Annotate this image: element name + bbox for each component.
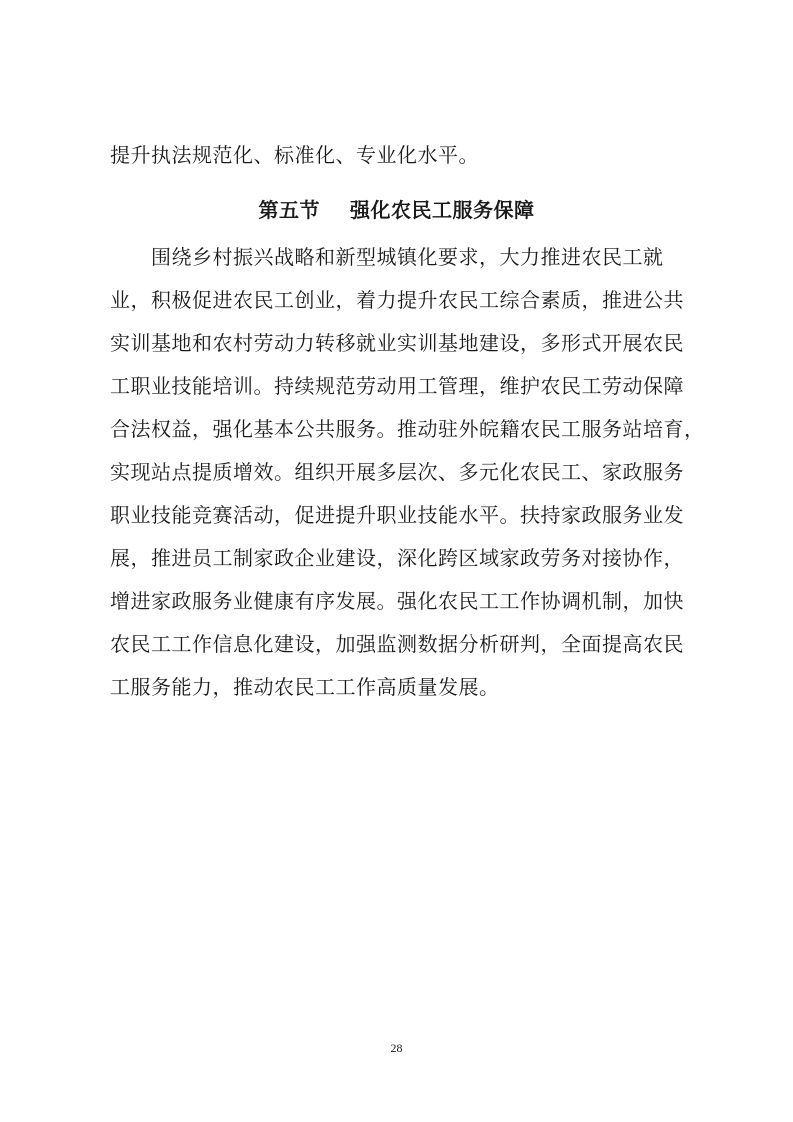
opening-line: 提升执法规范化、标准化、专业化水平。 [110, 143, 479, 167]
section-number: 第五节 [258, 198, 320, 222]
paragraph-line: 职业技能竞赛活动，促进提升职业技能水平。扶持家政服务业发 [110, 503, 684, 527]
section-title: 强化农民工服务保障 [350, 198, 535, 222]
paragraph-line: 工服务能力，推动农民工工作高质量发展。 [110, 675, 500, 699]
paragraph-line: 围绕乡村振兴战略和新型城镇化要求，大力推进农民工就 [110, 245, 664, 269]
section-heading [0, 195, 793, 225]
paragraph-line: 展，推进员工制家政企业建设，深化跨区域家政劳务对接协作， [110, 546, 684, 570]
page-number: 28 [390, 1041, 403, 1055]
paragraph-line: 农民工工作信息化建设，加强监测数据分析研判，全面提高农民 [110, 632, 684, 656]
paragraph-line: 合法权益，强化基本公共服务。推动驻外皖籍农民工服务站培育， [110, 417, 705, 441]
paragraph-line: 工职业技能培训。持续规范劳动用工管理，维护农民工劳动保障 [110, 374, 684, 398]
paragraph-line: 业，积极促进农民工创业，着力提升农民工综合素质，推进公共 [110, 288, 684, 312]
paragraph-line: 实训基地和农村劳动力转移就业实训基地建设，多形式开展农民 [110, 331, 684, 355]
paragraph-line: 增进家政服务业健康有序发展。强化农民工工作协调机制，加快 [110, 589, 684, 613]
paragraph-line: 实现站点提质增效。组织开展多层次、多元化农民工、家政服务 [110, 460, 684, 484]
